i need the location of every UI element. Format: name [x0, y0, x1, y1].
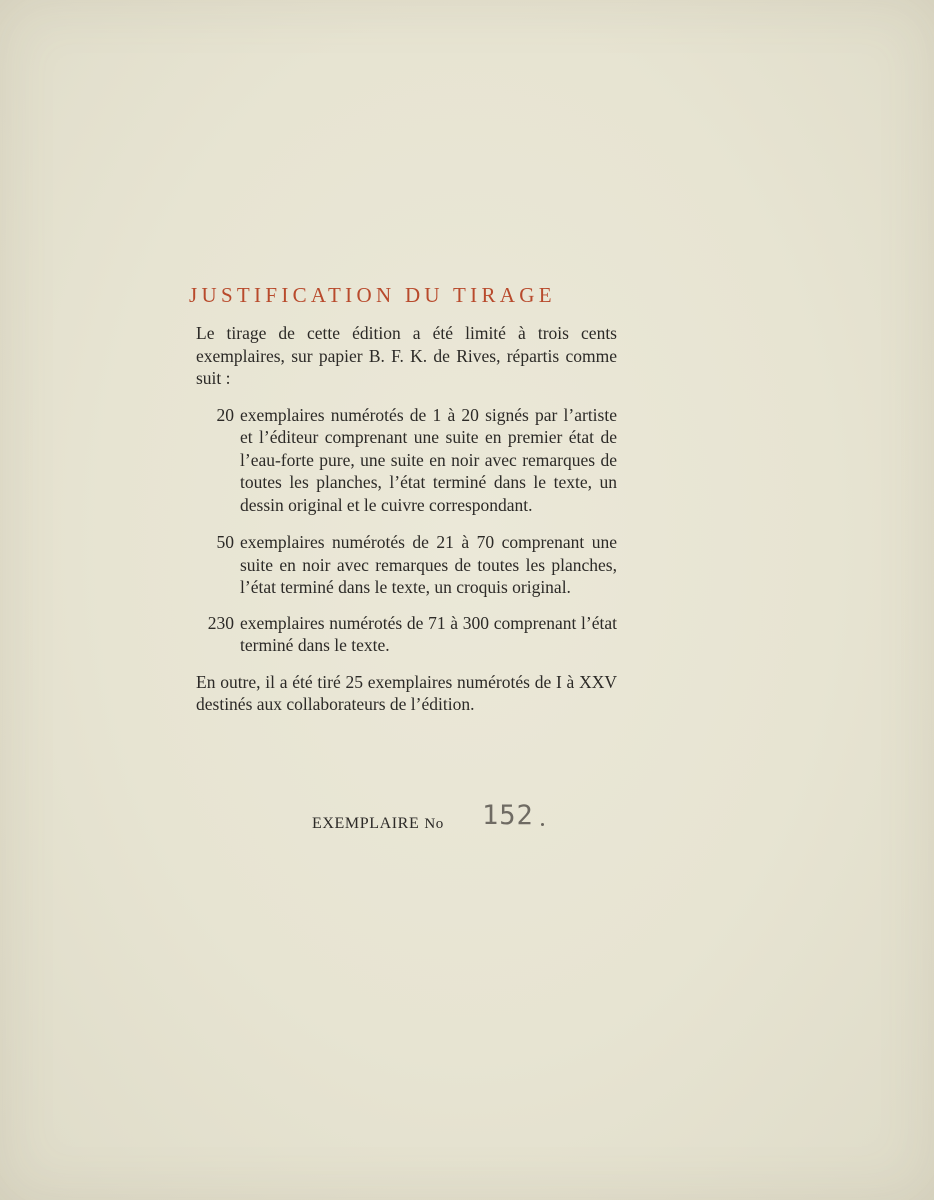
colophon-title: JUSTIFICATION DU TIRAGE: [189, 283, 556, 307]
entry-count: 20: [216, 404, 234, 425]
entry-text: exemplaires numérotés de 1 à 20 signés par l’artiste et l’éditeur comprenant une suite en premier état de l’eau-forte pure, une suite en noir avec remarques de toutes les planches, l’état terminé dans le texte, un dessin original et le cuivre correspondant.: [240, 404, 617, 515]
entry-count: 230: [207, 612, 234, 633]
entry-text: exemplaires numérotés de 21 à 70 comprenant une suite en noir avec remarques de toutes les planches, l’état terminé dans le texte, un croquis original.: [240, 532, 617, 597]
outro-paragraph: En outre, il a été tiré 25 exemplaires numérotés de I à XXV destinés aux collaborateurs de l’édition.: [196, 671, 617, 714]
colophon-block: [187, 283, 617, 716]
exemplaire-line: [312, 815, 444, 833]
stamp-dot: [541, 823, 544, 826]
edition-entry: [187, 531, 617, 599]
intro-paragraph: Le tirage de cette édition a été limité à trois cents exemplaires, sur papier B. F. K. de Rives, répartis comme suit :: [196, 323, 617, 388]
exemplaire-no-label: No: [424, 816, 444, 832]
entry-text: exemplaires numérotés de 71 à 300 comprenant l’état terminé dans le texte.: [240, 612, 617, 655]
entry-count: 50: [216, 532, 234, 552]
exemplaire-label: EXEMPLAIRE: [312, 815, 420, 832]
exemplaire-number-stamp: 152: [482, 800, 534, 831]
edition-entry: [187, 612, 617, 657]
edition-entry: [187, 404, 617, 517]
